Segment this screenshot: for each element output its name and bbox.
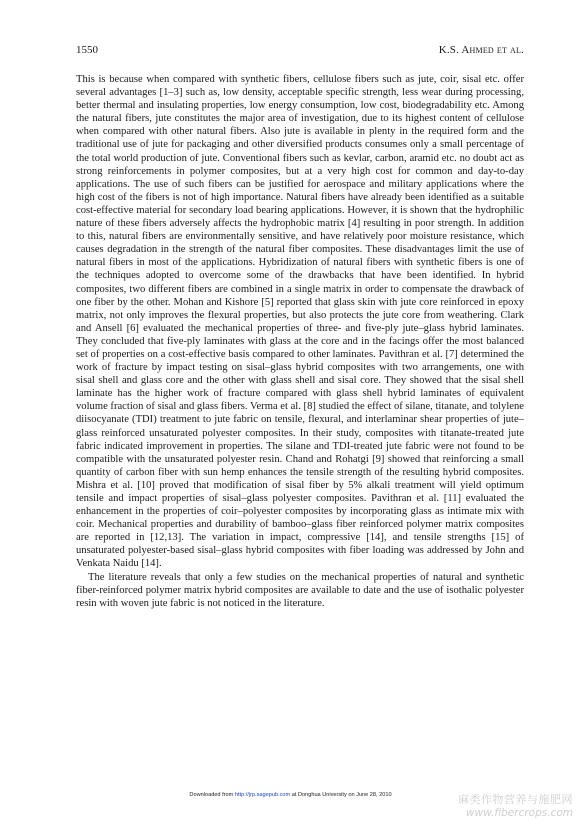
paragraph-1: This is because when compared with synthetic fibers, cellulose fibers such as jute, coir, sisal etc. offer several advantages [1–3] such as, low density, acceptable specific strength, less wear during processing, better thermal and insulating properties, low energy consumption, low cost, biodegradability etc. Among the natural fibers, jute constitutes the major area of investigation, due to its highest content of cellulose when compared with other natural fibers. Also jute is available in plenty in the required form and the traditional use of jute for packaging and other diversified products consumes only a small percentage of the total world production of jute. Conventional fibers such as kevlar, carbon, aramid etc. no doubt act as strong reinforcements in polymer composites, but at a very high cost for common and day-to-day applications. The use of such fibers can be justified for aerospace and military applications where the high cost of the fibers is not of high importance. Natural fibers have already been identified as a suitable cost-effective material for secondary load bearing applications. However, it is shown that the hydrophilic nature of these fibers adversely affects the hydrophobic matrix [4] resulting in poor strength. In addition to this, natural fibers are environmentally sensitive, and have relatively poor moisture resistance, which causes degradation in the strength of the natural fiber composites. These disadvantages limit the use of natural fibers in most of the applications. Hybridization of natural fibers with synthetic fibers is one of the techniques adopted to overcome some of the drawbacks that have been identified. In hybrid composites, two different fibers are combined in a single matrix in order to compensate the drawback of one fiber by the other. Mohan and Kishore [5] reported that glass skin with jute core reinforced in epoxy matrix, not only improves the flexural properties, but also protects the jute core from weathering. Clark and Ansell [6] evaluated the mechanical properties of three- and five-ply jute–glass hybrid laminates. They concluded that five-ply laminates with glass at the core and in the facings offer the most balanced set of properties on a cost-effective basis compared to other laminates. Pavithran et al. [7] determined the work of fracture by impact testing on sisal–glass hybrid composites with two arrangements, one with sisal shell and glass core and the other with glass shell and sisal core. They showed that the sisal shell laminate has the higher work of fracture compared with glass shell hybrid laminates of equivalent volume fraction of sisal and glass fibers. Verma et al. [8] studied the effect of silane, titanate, and tolylene diisocyanate (TDI) treatment to jute fabric on tensile, flexural, and interlaminar shear properties of jute–glass reinforced unsaturated polyester composites. In their study, composites with titanate-treated jute fabric indicated improvement in properties. The silane and TDI-treated jute fabric were not found to be compatible with the unsaturated polyester resin. Chand and Rohatgi [9] showed that reinforcing a small quantity of carbon fiber with sun hemp enhances the tensile strength of the resulting hybrid composites. Mishra et al. [10] proved that modification of sisal fiber by 5% alkali treatment will yield optimum tensile and impact properties of sisal–glass polyester composites. Pavithran et al. [11] evaluated the enhancement in the properties of coir–polyester composites by incorporating glass as intimate mix with coir. Mechanical properties and durability of bamboo–glass fiber reinforced polymer matrix composites are reported in [12,13]. The variation in impact, compressive [14], and tensile strengths [15] of unsaturated polyester-based sisal–glass hybrid composites with fiber loading was addressed by John and Venkata Naidu [14]. [76, 74, 524, 570]
download-notice-prefix: Downloaded from [189, 792, 235, 798]
download-source-link[interactable]: http://jrp.sagepub.com [234, 792, 291, 798]
running-author: K.S. Ahmed et al. [438, 44, 524, 56]
paragraph-2: The literature reveals that only a few studies on the mechanical properties of natural and synthetic fiber-reinforced polymer matrix hybrid composites are available to date and the use of isothalic polyester resin with woven jute fabric is not noticed in the literature. [76, 571, 524, 609]
page-number: 1550 [76, 44, 98, 56]
download-notice-suffix: at Donghua University on June 28, 2010 [290, 792, 392, 798]
watermark-chinese-text: 麻类作物营养与施肥网 [458, 793, 573, 806]
body-text [76, 73, 524, 610]
watermark [433, 793, 573, 820]
watermark-url: www.fibercrops.com [465, 807, 573, 819]
running-head [76, 42, 524, 58]
